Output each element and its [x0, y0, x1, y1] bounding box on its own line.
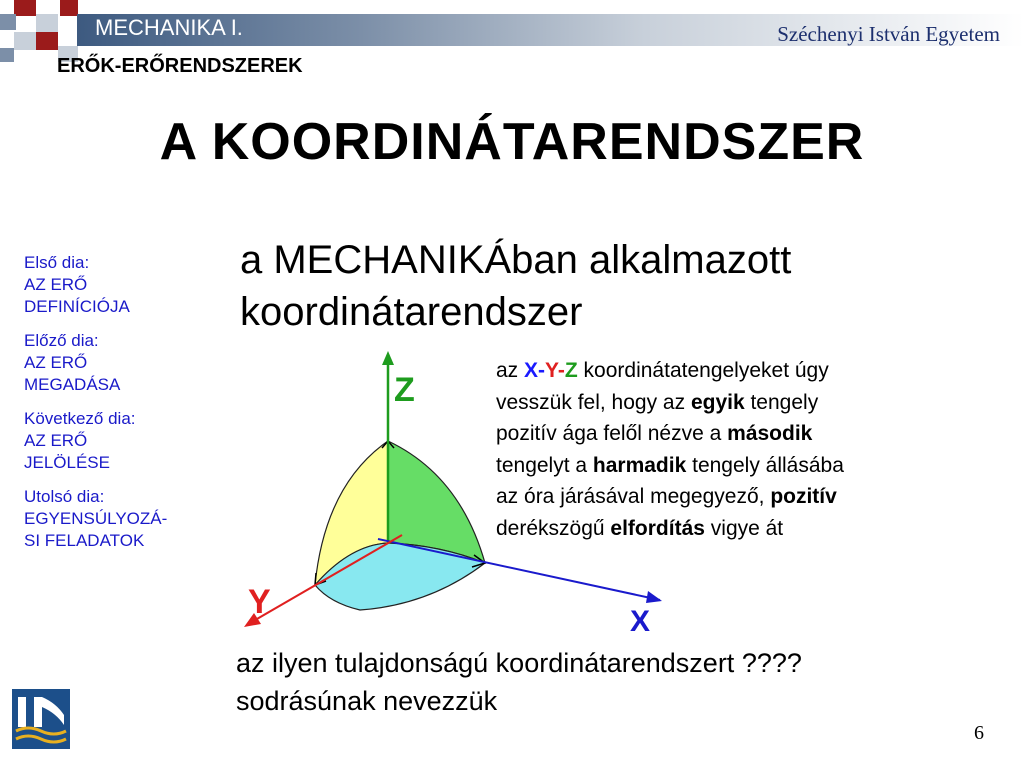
deco-square [60, 0, 78, 16]
dash: - [557, 359, 565, 382]
deco-square [0, 14, 16, 30]
y-label-inline: Y [545, 359, 558, 382]
text: tengelyt a [496, 453, 593, 477]
y-axis-label: Y [248, 583, 271, 621]
conclusion-line: sodrásúnak nevezzük [236, 686, 498, 716]
text: koordinátatengelyeket úgy [577, 359, 829, 382]
deco-square [0, 48, 14, 62]
text: az [496, 359, 525, 382]
course-title: MECHANIKA I. [95, 15, 243, 40]
nav-text: JELÖLÉSE [24, 453, 110, 472]
deco-square [14, 32, 36, 50]
text: vigye át [704, 516, 784, 540]
nav-text: EGYENSÚLYOZÁ- [24, 509, 168, 528]
deco-square [36, 14, 58, 32]
page-number: 6 [974, 722, 984, 744]
nav-label: Előző dia: [24, 331, 99, 350]
conclusion-text [236, 644, 802, 720]
subtitle-line: koordinátarendszer [240, 290, 583, 334]
nav-text: AZ ERŐ [24, 353, 88, 372]
z-axis-arrowhead [382, 351, 394, 365]
dash: - [538, 359, 546, 382]
text: vesszük fel, hogy az [496, 390, 691, 414]
bold-text: elfordítás [610, 516, 705, 540]
text: tengely [744, 390, 819, 414]
nav-label: Első dia: [24, 253, 90, 272]
nav-text: AZ ERŐ [24, 275, 88, 294]
nav-text: MEGADÁSA [24, 375, 121, 394]
nav-next-slide[interactable] [24, 408, 224, 474]
section-title: ERŐK-ERŐRENDSZEREK [57, 55, 303, 77]
nav-last-slide[interactable] [24, 486, 224, 552]
deco-square [36, 32, 58, 50]
subtitle-line: a MECHANIKÁban alkalmazott [240, 238, 792, 282]
bold-text: második [727, 422, 813, 445]
bold-text: harmadik [592, 453, 687, 477]
nav-text: AZ ERŐ [24, 431, 88, 450]
bold-text: egyik [690, 390, 745, 414]
x-axis-arrowhead [646, 591, 662, 603]
bold-text: pozitív [770, 485, 837, 508]
x-label-inline: X [524, 359, 539, 382]
nav-previous-slide[interactable] [24, 330, 224, 396]
nav-label: Utolsó dia: [24, 487, 105, 506]
z-axis-label: Z [394, 371, 415, 409]
text: pozitív ága felől nézve a [496, 422, 728, 445]
slide-subtitle [240, 234, 791, 338]
text: tengely állásába [686, 453, 844, 477]
university-logo [12, 689, 70, 749]
slide-navigation [24, 252, 224, 564]
nav-text: DEFINÍCIÓJA [24, 297, 130, 316]
nav-first-slide[interactable] [24, 252, 224, 318]
nav-label: Következő dia: [24, 409, 136, 428]
page-title: A KOORDINÁTARENDSZER [159, 113, 865, 171]
text: az óra járásával megegyező, [496, 485, 771, 508]
x-axis-label: X [630, 605, 651, 635]
z-label-inline: Z [564, 359, 578, 382]
text: derékszögű [496, 516, 611, 540]
description-paragraph [496, 355, 996, 544]
deco-square [14, 0, 36, 16]
university-name: Széchenyi István Egyetem [777, 22, 1000, 46]
conclusion-line: az ilyen tulajdonságú koordinátarendszert ???? [236, 648, 802, 678]
nav-text: SI FELADATOK [24, 531, 145, 550]
